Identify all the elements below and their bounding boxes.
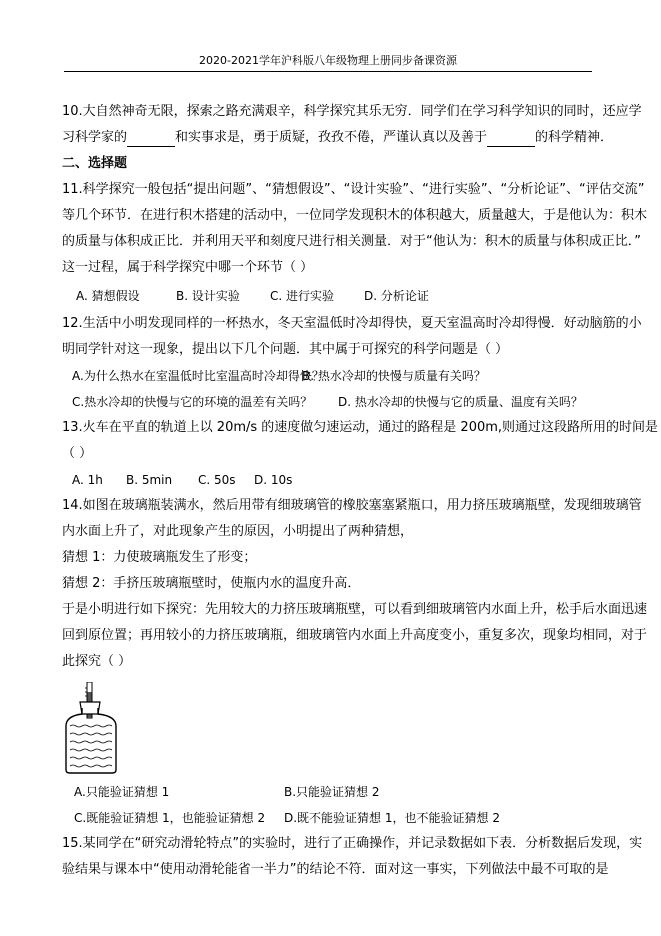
q12-option-b[interactable]: B. 热水冷却的快慢与质量有关吗？: [302, 369, 486, 383]
q10-line2-part-a: 习科学家的: [62, 130, 128, 145]
q13-line1: 13.火车在平直的轨道上以 20m/s 的速度做匀速运动，通过的路程是 200m,则通过这段路所用的时间是: [62, 420, 659, 435]
q15-line2: 验结果与课本中“使用动滑轮能省一半力”的结论不符．面对这一事实，下列做法中最不可取的是: [62, 862, 609, 877]
q13-option-d[interactable]: D. 10s: [254, 473, 293, 487]
q12-option-c[interactable]: C.热水冷却的快慢与它的环境的温差有关吗？: [72, 395, 313, 409]
q14-line5: 于是小明进行如下探究：先用较大的力挤压玻璃瓶壁，可以看到细玻璃管内水面上升，松手后水面迅速: [62, 602, 648, 617]
q14-line1: 14.如图在玻璃瓶装满水，然后用带有细玻璃管的橡胶塞塞紧瓶口，用力挤压玻璃瓶壁，发现细玻璃管: [62, 498, 642, 513]
q14-line7: 此探究（ ）: [62, 654, 132, 669]
section-title-choice: 二、选择题: [62, 156, 128, 171]
q11-line1: 11.科学探究一般包括“提出问题”、“猜想假设”、“设计实验”、“进行实验”、“分析论证”、“评估交流”: [62, 182, 645, 197]
bottle-water: [70, 725, 112, 767]
q14-option-d[interactable]: D.既不能验证猜想 1，也不能验证猜想 2: [284, 811, 500, 825]
q14-guess2: 猜想 2：手挤压玻璃瓶壁时，使瓶内水的温度升高．: [62, 576, 361, 591]
q14-line6: 回到原位置；再用较小的力挤压玻璃瓶，细玻璃管内水面上升高度变小，重复多次，现象均相同，对于: [62, 628, 648, 643]
q10-line2-part-b: 和实事求是，勇于质疑，孜孜不倦，严谨认真以及善于: [175, 130, 488, 145]
q10-line2: [62, 130, 613, 147]
q13-option-a[interactable]: A. 1h: [72, 473, 103, 487]
glass-bottle-figure: [62, 682, 122, 774]
q14-option-a[interactable]: A.只能验证猜想 1: [74, 785, 170, 799]
q12-option-d[interactable]: D. 热水冷却的快慢与它的质量、温度有关吗？: [338, 395, 583, 409]
q10-line2-part-c: 的科学精神．: [535, 130, 614, 145]
q14-option-c[interactable]: C.既能验证猜想 1，也能验证猜想 2: [74, 811, 266, 825]
q11-line3: 的质量与体积成正比．并利用天平和刻度尺进行相关测量．对于“他认为：积木的质量与体积成正比．”: [62, 234, 641, 249]
q11-option-d[interactable]: D. 分析论证: [364, 289, 429, 303]
q11-option-c[interactable]: C. 进行实验: [270, 289, 335, 303]
q13-option-b[interactable]: B. 5min: [126, 473, 173, 487]
q12-line1: 12.生活中小明发现同样的一杯热水，冬天室温低时冷却得快，夏天室温高时冷却得慢．好动脑筋的小: [62, 316, 642, 331]
page-header: 2020-2021学年沪科版八年级物理上册同步备课资源: [64, 52, 592, 72]
q11-option-a[interactable]: A. 猜想假设: [76, 289, 140, 303]
q12-option-a[interactable]: A.为什么热水在室温低时比室温高时冷却得快？: [72, 369, 324, 383]
q14-guess1: 猜想 1：力使玻璃瓶发生了形变；: [62, 550, 257, 565]
q10-blank-2: [487, 130, 535, 147]
q15-line1: 15.某同学在“研究动滑轮特点”的实验时，进行了正确操作，并记录数据如下表．分析数据后发现，实: [62, 836, 643, 851]
rubber-stopper: [80, 702, 100, 714]
q13-line2: （ ）: [62, 446, 93, 461]
q14-line2: 内水面上升了，对此现象产生的原因，小明提出了两种猜想，: [62, 524, 414, 539]
q13-option-c[interactable]: C. 50s: [198, 473, 236, 487]
q12-line2: 明同学针对这一现象，提出以下几个问题．其中属于可探究的科学问题是（ ）: [62, 342, 509, 357]
q14-option-b[interactable]: B.只能验证猜想 2: [284, 785, 380, 799]
q10-line1: 10.大自然神奇无限，探索之路充满艰辛，科学探究其乐无穷．同学们在学习科学知识的同时，还应学: [62, 104, 642, 119]
q11-option-b[interactable]: B. 设计实验: [176, 289, 240, 303]
q10-blank-1: [127, 130, 175, 147]
q11-line4: 这一过程，属于科学探究中哪一个环节（ ）: [62, 260, 314, 275]
q11-line2: 等几个环节．在进行积木搭建的活动中，一位同学发现积木的体积越大，质量越大，于是他认为：积木: [62, 208, 648, 223]
